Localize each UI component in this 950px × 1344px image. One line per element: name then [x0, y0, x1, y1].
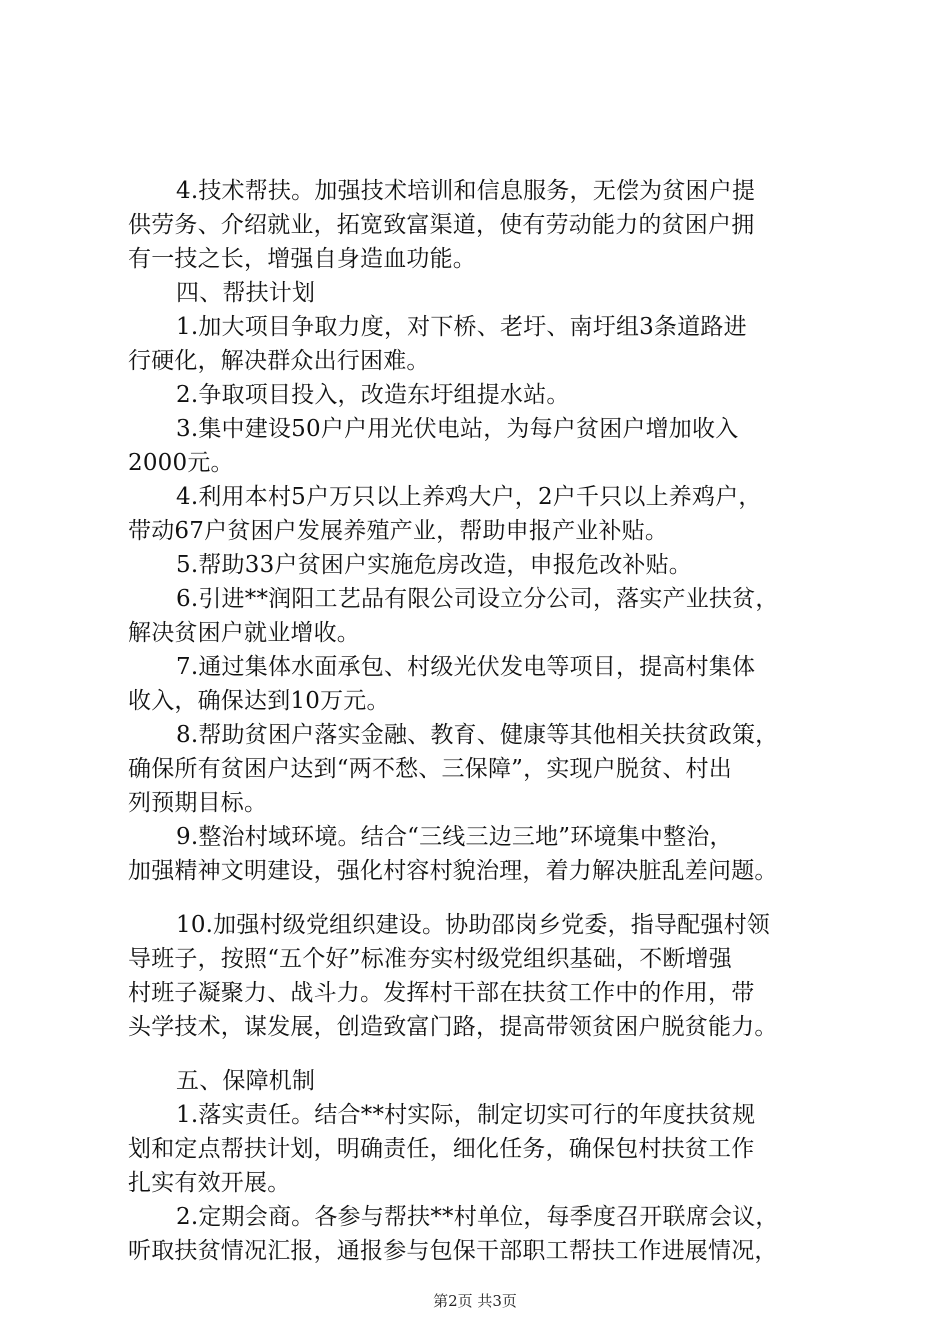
- paragraph-line: 收入，确保达到10万元。: [128, 688, 390, 714]
- paragraph-line: 7.通过集体水面承包、村级光伏发电等项目，提高村集体: [176, 654, 756, 680]
- paragraph-line: 划和定点帮扶计划，明确责任，细化任务，确保包村扶贫工作: [128, 1136, 755, 1162]
- paragraph-line: 1.加大项目争取力度，对下桥、老圩、南圩组3条道路进: [176, 314, 747, 340]
- paragraph-line: 扎实有效开展。: [128, 1170, 291, 1196]
- paragraph-line: 8.帮助贫困户落实金融、教育、健康等其他相关扶贫政策，: [176, 722, 779, 748]
- paragraph-line: 解决贫困户就业增收。: [128, 620, 360, 646]
- paragraph-line: 带动67户贫困户发展养殖产业，帮助申报产业补贴。: [128, 518, 669, 544]
- paragraph-line: 村班子凝聚力、战斗力。发挥村干部在扶贫工作中的作用，带: [128, 980, 755, 1006]
- paragraph-line: 供劳务、介绍就业，拓宽致富渠道，使有劳动能力的贫困户拥: [128, 212, 755, 238]
- paragraph-line: 2.争取项目投入，改造东圩组提水站。: [176, 382, 570, 408]
- page-number-footer: 第2页 共3页: [433, 1292, 517, 1310]
- paragraph-line: 列预期目标。: [128, 790, 268, 816]
- section-heading: 四、帮扶计划: [176, 280, 316, 306]
- paragraph-line: 3.集中建设50户户用光伏电站，为每户贫困户增加收入: [176, 416, 739, 442]
- paragraph-line: 4.技术帮扶。加强技术培训和信息服务，无偿为贫困户提: [176, 178, 756, 204]
- paragraph-line: 行硬化，解决群众出行困难。: [128, 348, 430, 374]
- paragraph-line: 6.引进**润阳工艺品有限公司设立分公司，落实产业扶贫，: [176, 586, 779, 612]
- paragraph-line: 2000元。: [128, 450, 234, 476]
- paragraph-line: 10.加强村级党组织建设。协助邵岗乡党委，指导配强村领: [176, 912, 770, 938]
- paragraph-line: 4.利用本村5户万只以上养鸡大户，2户千只以上养鸡户，: [176, 484, 762, 510]
- section-heading: 五、保障机制: [176, 1068, 316, 1094]
- paragraph-line: 2.定期会商。各参与帮扶**村单位，每季度召开联席会议，: [176, 1204, 779, 1230]
- paragraph-line: 头学技术，谋发展，创造致富门路，提高带领贫困户脱贫能力。: [128, 1014, 778, 1040]
- paragraph-line: 导班子，按照“五个好”标准夯实村级党组织基础，不断增强: [128, 946, 732, 972]
- paragraph-line: 听取扶贫情况汇报，通报参与包保干部职工帮扶工作进展情况，: [128, 1238, 778, 1264]
- paragraph-line: 5.帮助33户贫困户实施危房改造，申报危改补贴。: [176, 552, 693, 578]
- paragraph-line: 有一技之长，增强自身造血功能。: [128, 246, 476, 272]
- paragraph-line: 加强精神文明建设，强化村容村貌治理，着力解决脏乱差问题。: [128, 858, 778, 884]
- paragraph-line: 确保所有贫困户达到“两不愁、三保障”，实现户脱贫、村出: [128, 756, 732, 782]
- paragraph-line: 1.落实责任。结合**村实际，制定切实可行的年度扶贫规: [176, 1102, 756, 1128]
- paragraph-line: 9.整治村域环境。结合“三线三边三地”环境集中整治，: [176, 824, 733, 850]
